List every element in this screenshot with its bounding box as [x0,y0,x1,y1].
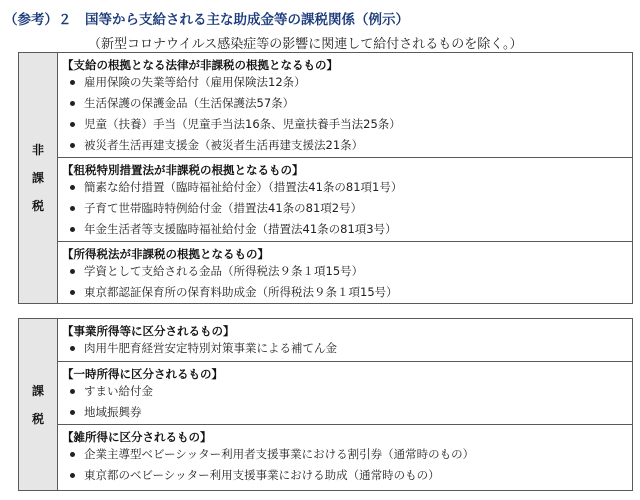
bullet-icon [70,473,75,478]
list-item [70,341,632,356]
list-item-text: 東京都のベビーシッター利用支援事業における助成（通常時のもの） [84,468,440,482]
list-item-text: 学資として支給される金品（所得税法９条１項15号） [84,264,364,278]
list-item [70,180,632,195]
list-item-text: 企業主導型ベビーシッター利用者支援事業における割引券（通常時のもの） [84,447,475,461]
label-char: 税 [31,199,44,213]
section-heading: 【支給の根拠となる法律が非課税の根拠となるもの】 [62,58,338,72]
label-char: 非 [31,143,44,157]
list-item [70,285,632,300]
bullet-icon [70,143,75,148]
page-title: （参考）２ 国等から支給される主な助成金等の課税関係（例示） [4,12,409,28]
list-item-text: 被災者生活再建支援金（被災者生活再建支援法21条） [84,138,364,152]
non-taxable-sections [58,53,632,303]
label-char: 課 [31,383,44,398]
bullet-icon [70,227,75,232]
taxable-sections [58,319,632,490]
section-heading: 【事業所得等に区分されるもの】 [62,324,235,338]
non-taxable-label [19,53,58,303]
list-item-text: 簡素な給付措置（臨時福祉給付金）（措置法41条の81項1号） [84,180,403,194]
list-item-text: 地域振興券 [84,405,142,419]
label-char: 課 [31,171,44,185]
list-item [70,75,632,90]
list-item [70,201,632,216]
section-heading: 【一時所得に区分されるもの】 [62,367,223,381]
bullet-icon [70,80,75,85]
list-item-text: 子育て世帯臨時特例給付金（措置法41条の81項2号） [84,201,363,215]
page-subtitle: （新型コロナウイルス感染症等の影響に関連して給付されるものを除く。） [88,37,523,52]
bullet-icon [70,122,75,127]
list-item-text: 雇用保険の失業等給付（雇用保険法12条） [84,75,306,89]
section-heading: 【所得税法が非課税の根拠となるもの】 [62,247,269,261]
list-item [70,384,632,399]
non-taxable-table [18,52,633,304]
section-heading: 【租税特別措置法が非課税の根拠となるもの】 [62,163,304,177]
bullet-icon [70,185,75,190]
section-misc-income [58,424,632,490]
section-heading: 【雑所得に区分されるもの】 [62,430,212,444]
bullet-icon [70,290,75,295]
bullet-icon [70,269,75,274]
taxable-label [19,319,58,490]
section-statute-basis [58,53,632,157]
list-item-text: 肉用牛肥育経営安定特別対策事業による補てん金 [84,341,337,355]
bullet-icon [70,389,75,394]
list-item [70,264,632,279]
list-item-text: 東京都認証保育所の保育料助成金（所得税法９条１項15号） [84,285,398,299]
section-income-tax-act [58,241,632,303]
list-item-text: 生活保護の保護金品（生活保護法57条） [84,96,295,110]
list-item [70,117,632,132]
taxable-table [18,318,633,491]
list-item [70,222,632,237]
section-special-measures [58,157,632,241]
section-occasional-income [58,361,632,424]
list-item [70,447,632,462]
bullet-icon [70,452,75,457]
bullet-icon [70,101,75,106]
list-item-text: 児童（扶養）手当（児童手当法16条、児童扶養手当法25条） [84,117,401,131]
bullet-icon [70,346,75,351]
bullet-icon [70,206,75,211]
section-business-income [58,319,632,361]
list-item [70,138,632,153]
list-item [70,405,632,420]
label-char: 税 [31,411,44,426]
list-item [70,96,632,111]
list-item [70,468,632,483]
bullet-icon [70,410,75,415]
list-item-text: すまい給付金 [84,384,153,398]
list-item-text: 年金生活者等支援臨時福祉給付金（措置法41条の81項3号） [84,222,397,236]
